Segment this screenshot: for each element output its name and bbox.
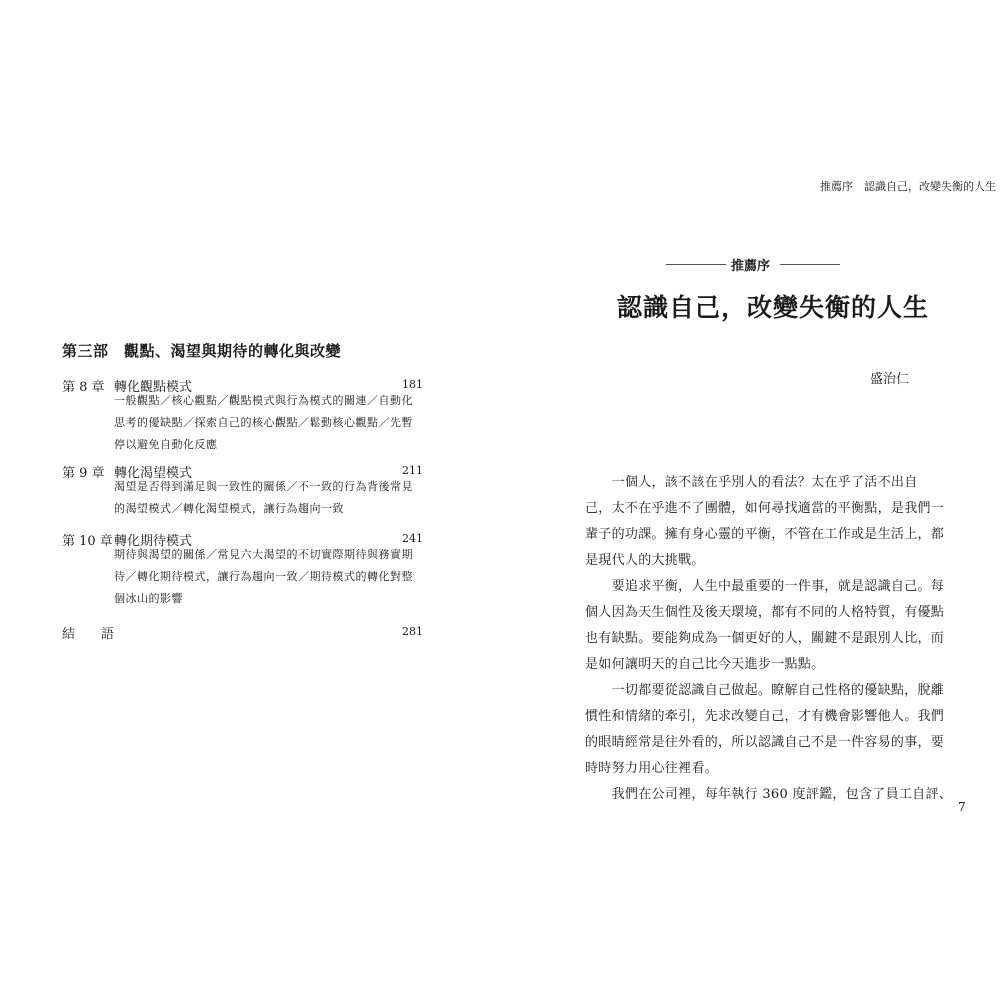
body-line: 慣性和情緒的牽引，先求改變自己，才有機會影響他人。我們 (585, 709, 945, 724)
chapter-9-desc-line: 渴望是否得到滿足與一致性的關係／不一致的行為背後常見 (114, 480, 413, 493)
essay-title: 認識自己，改變失衡的人生 (617, 293, 930, 322)
chapter-8-page: 181 (402, 378, 423, 391)
author-name: 盛治仁 (870, 372, 910, 387)
body-line: 一個人，該不該在乎別人的看法？太在乎了活不出自 (585, 475, 918, 490)
section-label: 推薦序 (731, 259, 771, 274)
running-head: 推薦序 認識自己，改變失衡的人生 (820, 180, 996, 193)
body-line: 也有缺點。要能夠成為一個更好的人，關鍵不是跟別人比，而 (585, 631, 945, 646)
body-line: 是現代人的大挑戰。 (585, 553, 705, 568)
part-title: 第三部 觀點、渴望與期待的轉化與改變 (62, 342, 342, 360)
chapter-10-page: 241 (402, 532, 423, 545)
chapter-9-desc-line: 的渴望模式／轉化渴望模式，讓行為趨向一致 (114, 502, 344, 515)
chapter-8-description (114, 390, 428, 456)
chapter-10-number: 第 10 章 (62, 534, 113, 549)
body-line: 我們在公司裡，每年執行 360 度評鑑，包含了員工自評、 (585, 787, 953, 802)
chapter-8-title: 轉化觀點模式 (114, 380, 193, 395)
section-rule-right (780, 264, 840, 265)
body-line: 一切都要從認識自己做起。瞭解自己性格的優缺點，脫離 (585, 683, 945, 698)
chapter-9-page: 211 (402, 464, 423, 477)
chapter-8-number: 第 8 章 (62, 380, 105, 395)
body-line: 要追求平衡，人生中最重要的一件事，就是認識自己。每 (585, 579, 945, 594)
body-line: 輩子的功課。擁有身心靈的平衡，不管在工作或是生活上，都 (585, 527, 945, 542)
chapter-9-title: 轉化渴望模式 (114, 466, 193, 481)
closing-label: 結 語 (62, 627, 115, 642)
chapter-8-desc-line: 一般觀點／核心觀點／觀點模式與行為模式的關連／自動化 (114, 394, 413, 407)
chapter-10-description (114, 544, 428, 610)
body-line: 時時努力用心往裡看。 (585, 761, 719, 776)
page-number: 7 (958, 800, 966, 814)
chapter-10-title: 轉化期待模式 (114, 534, 193, 549)
section-rule-left (666, 264, 726, 265)
chapter-9-description (114, 476, 428, 520)
closing-page: 281 (402, 625, 423, 638)
body-line: 個人因為天生個性及後天環境，都有不同的人格特質，有優點 (585, 605, 945, 620)
chapter-8-desc-line: 思考的優缺點／探索自己的核心觀點／鬆動核心觀點／先暫 (114, 416, 413, 429)
chapter-8-desc-line: 停以避免自動化反應 (114, 438, 218, 451)
chapter-10-desc-line: 期待與渴望的關係／常見六大渴望的不切實際期待與務實期 (114, 548, 413, 561)
body-line: 是如何讓明天的自己比今天進步一點點。 (585, 657, 825, 672)
chapter-9-number: 第 9 章 (62, 466, 105, 481)
essay-body (585, 470, 953, 808)
body-line: 己，太不在乎進不了團體，如何尋找適當的平衡點，是我們一 (585, 501, 945, 516)
body-line: 的眼睛經常是往外看的，所以認識自己不是一件容易的事，要 (585, 735, 945, 750)
chapter-10-desc-line: 個冰山的影響 (114, 592, 183, 605)
chapter-10-desc-line: 待／轉化期待模式，讓行為趨向一致／期待模式的轉化對整 (114, 570, 413, 583)
